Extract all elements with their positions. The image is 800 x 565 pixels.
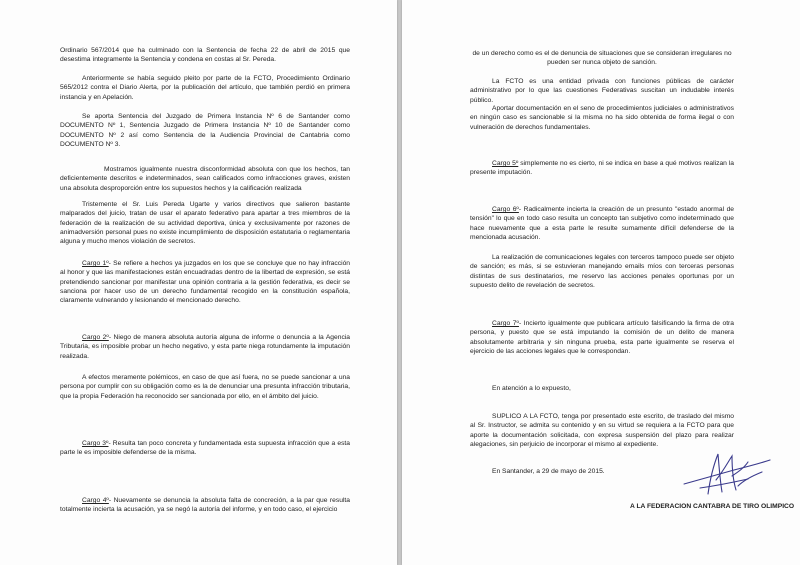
paragraph-cargo-3: Cargo 3º- Resulta tan poco concreta y fundamentada esta supuesta infracción que a esta parte le es imposible defenderse de la misma. [60, 440, 351, 457]
paragraph-effects: A efectos meramente polémicos, en caso de que así fuera, no se puede sancionar a una persona por cumplir con su obligación como es la de denunciar una presunta infracción tributaria, que la propia Federación ha reconocido ser sancionada por ello, en el ámbito del juicio. [60, 374, 350, 400]
paragraph-directors: Tristemente el Sr. Luis Pereda Ugarte y varios directivos que salieron bastante malparados del juicio, tratan de usar el aparato federativo para apartar a tres miembros de la federación de la realización de su actividad deportiva, única y exclusivamente por razones de animadversión personal pues no existe incumplimiento de disposición estatutaria o reglamentaria alguna y mucho menos violación de secretos. [60, 201, 350, 246]
paragraph-cargo-2: Cargo 2º- Niego de manera absoluta autoría alguna de informe o denuncia a la Agencia Tributaria, es imposible probar un hecho negativo, y esta parte niega rotundamente la imputación realizada. [60, 334, 350, 360]
paragraph-attention: En atención a lo expuesto, [492, 385, 571, 392]
cargo-3-label: Cargo 3º [82, 440, 109, 447]
cargo-4-label: Cargo 4º [82, 497, 109, 504]
paragraph-cargo-1: Cargo 1º- Se refiere a hechos ya juzgados en los que se concluye que no hay infracción al honor y que las manifestaciones están encuadradas dentro de la libertad de expresión, se está pretendiendo sancionar por manifestar una opinión contraria a la gestión federativa, es decir se sanciona por hacer uso de un derecho fundamental recogido en la constitución española, claramente vulnerando y lesionando el mencionado derecho. [60, 260, 351, 305]
left-page [0, 0, 397, 565]
paragraph-continuation: Ordinario 567/2014 que ha culminado con la Sentencia de fecha 22 de abril de 2015 que desestima íntegramente la Sentencia y condena en costas al Sr. Pereda. [60, 47, 350, 64]
cargo-6-label: Cargo 6º [492, 206, 519, 213]
paragraph-communications: La realización de comunicaciones legales con terceros tampoco puede ser objeto de sanción; es más, si se estuvieran manejando emails míos con terceras personas distintas de sus destinatarios, me reservo las acciones penales oportunas por un supuesto delito de revelación de secretos. [470, 254, 734, 289]
paragraph-documentation: Aportar documentación en el seno de procedimientos judiciales o administrativos en ningún caso es sancionable si la misma no ha sido obtenida de forma ilegal o con vulneración de derechos fundamentales. [470, 105, 734, 131]
paragraph-disagreement: Mostramos igualmente nuestra disconformidad absoluta con que los hechos, tan deficientemente descritos e indeterminados, sean calificados como infracciones graves, existen una absoluta desproporción entre los supuestos hechos y la calificación realizada [60, 166, 350, 192]
paragraph-continuation-right: de un derecho como es el de denuncia de situaciones que se consideran irregulares no pueden ser nunca objeto de sanción. [472, 50, 732, 67]
date-place: En Santander, a 29 de mayo de 2015. [492, 468, 605, 475]
cargo-2-label: Cargo 2º [82, 334, 109, 341]
right-page [402, 0, 800, 565]
paragraph-cargo-4: Cargo 4º- Nuevamente se denuncia la absoluta falta de concreción, a la par que resulta totalmente incierta la acusación, ya se negó la autoría del informe, y en todo caso, el ejercicio [60, 497, 351, 514]
paragraph-cargo-7: Cargo 7º- Incierto igualmente que publicara artículo falsificando la firma de otra persona, y puesto que se está imputando la comisión de un delito de manera absolutamente arbitraria y sin ninguna prueba, esta parte igualmente se reserva el ejercicio de las acciones legales que le correspondan. [470, 320, 735, 355]
signature-mark [678, 450, 774, 498]
paragraph-fcto-entity: La FCTO es una entidad privada con funciones públicas de carácter administrativo por lo que las cuestiones Federativas suscitan un indudable interés público. [470, 78, 734, 104]
cargo-1-label: Cargo 1º [82, 260, 109, 267]
paragraph-cargo-6: Cargo 6º- Radicalmente incierta la creación de un presunto "estado anormal de tensión" lo que en todo caso resulta un concepto tan subjetivo como indeterminado que hace nuevamente que a esta parte le resulte sumamente difícil defenderse de la mencionada acusación. [470, 206, 735, 241]
organization-name: A LA FEDERACION CANTABRA DE TIRO OLIMPICO [630, 503, 795, 510]
paragraph-suplico: SUPLICO A LA FCTO, tenga por presentado este escrito, de traslado del mismo al Sr. Instructor, se admita su contenido y en su virtud se requiera a la FCTO para que aporte la documentación solicitada, con expresa suspensión del plazo para realizar alegaciones, sin perjuicio de incorporar el mismo al expediente. [470, 413, 734, 448]
cargo-7-label: Cargo 7º [492, 320, 519, 327]
paragraph-prior-lawsuit: Anteriormente se había seguido pleito por parte de la FCTO, Procedimiento Ordinario 565/2012 contra el Diario Alerta, por la publicación del artículo, que también perdió en primera instancia y en Apelación. [60, 75, 350, 101]
paragraph-cargo-5: Cargo 5º simplemente no es cierto, ni se indica en base a qué motivos realizan la presente imputación. [470, 160, 735, 177]
paragraph-documents: Se aporta Sentencia del Juzgado de Primera Instancia Nº 6 de Santander como DOCUMENTO Nº 1, Sentencia Juzgado de Primera Instancia Nº 10 de Santander como DOCUMENTO Nº 2 así como Sentencia de la Audiencia Provincial de Cantabria como DOCUMENTO Nº 3. [60, 113, 350, 148]
cargo-5-label: Cargo 5º [492, 160, 519, 167]
